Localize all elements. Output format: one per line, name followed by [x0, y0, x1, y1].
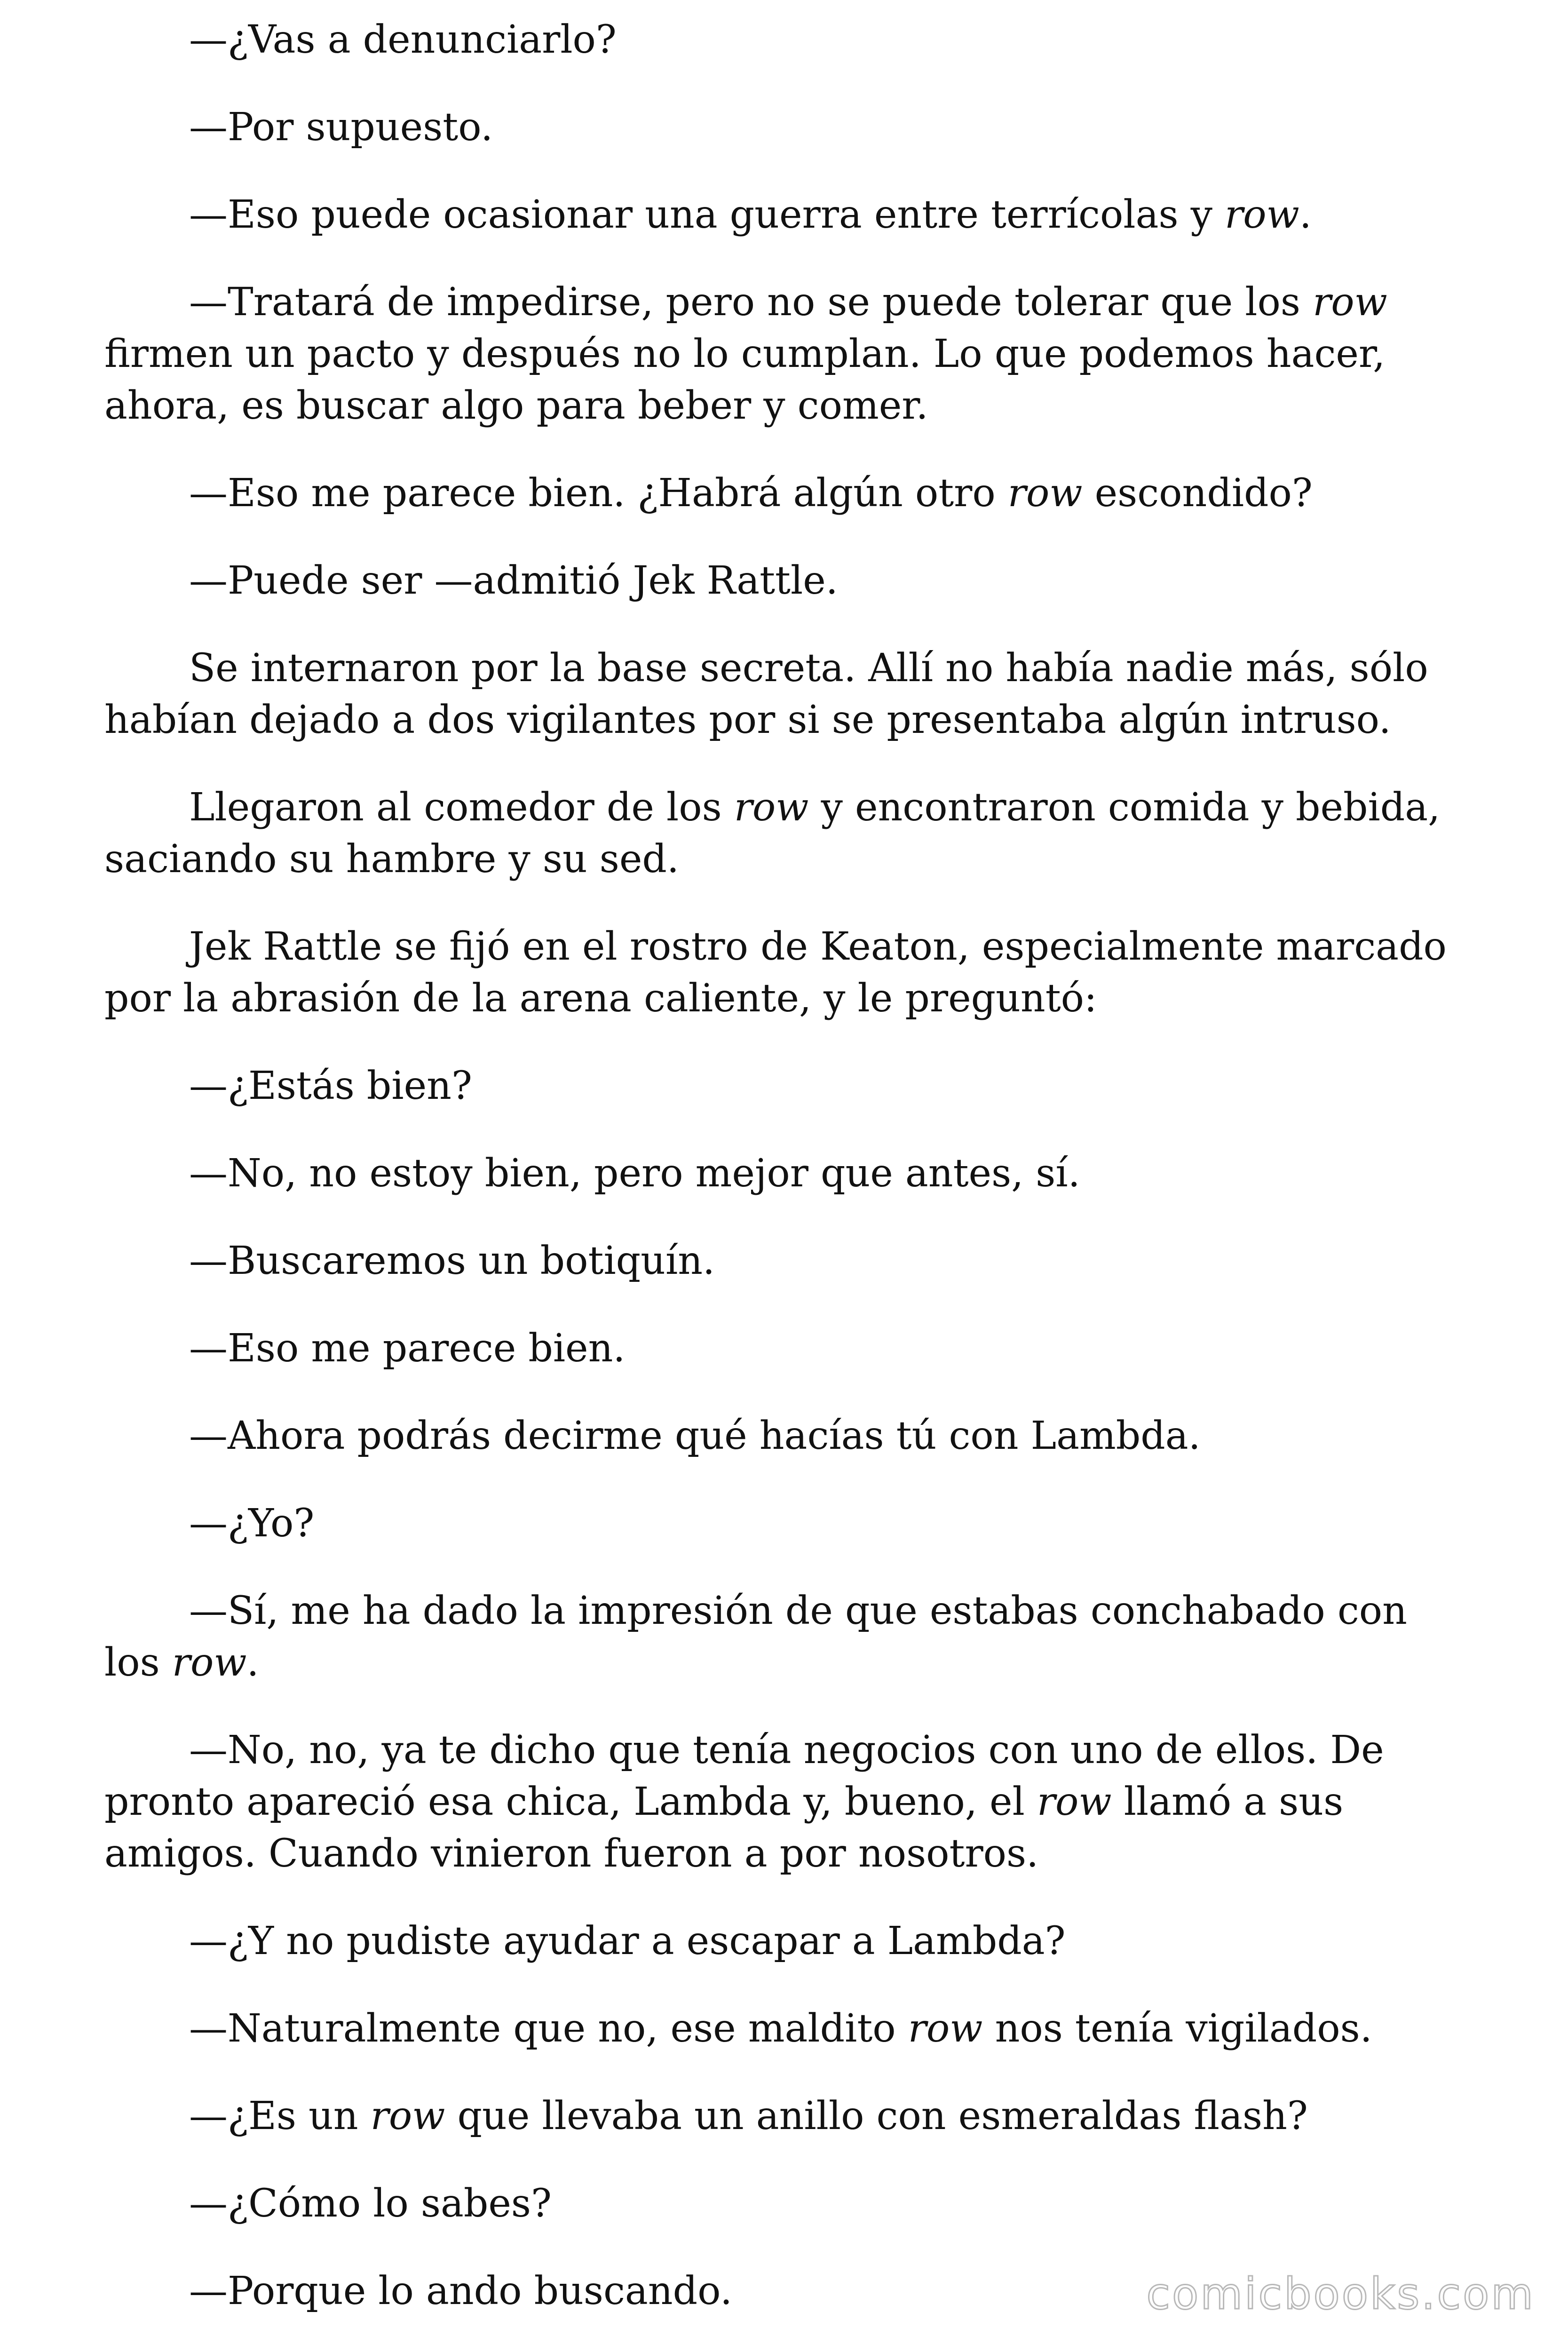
paragraph	[104, 1148, 1450, 1200]
paragraph	[104, 1410, 1450, 1462]
paragraph	[104, 14, 1450, 66]
text-run: —¿Vas a denunciarlo?	[189, 17, 617, 62]
italic-text: row	[172, 1640, 247, 1685]
paragraph	[104, 921, 1450, 1025]
paragraph	[104, 189, 1450, 241]
text-run: —Naturalmente que no, ese maldito	[189, 2006, 908, 2051]
text-run: .	[1299, 192, 1312, 237]
paragraph	[104, 468, 1450, 519]
paragraph	[104, 643, 1450, 746]
paragraph	[104, 1915, 1450, 1967]
text-run: —¿Estás bien?	[189, 1064, 472, 1108]
text-run: —¿Y no pudiste ayudar a escapar a Lambda?	[189, 1919, 1066, 1963]
text-run: Jek Rattle se fijó en el rostro de Keaton, especialmente marcado por la abrasión de la arena caliente, y le preguntó:	[104, 924, 1447, 1021]
text-run: nos tenía vigilados.	[982, 2006, 1372, 2051]
italic-text: row	[1313, 280, 1387, 325]
text-run: —No, no, ya te dicho que tenía negocios con uno de ellos. De pronto apareció esa chica, Lambda y, bueno, el	[104, 1728, 1384, 1824]
text-run: —Puede ser —admitió Jek Rattle.	[189, 558, 838, 603]
text-run: —Sí, me ha dado la impresión de que estabas conchabado con los	[104, 1589, 1407, 1685]
italic-text: row	[734, 785, 809, 830]
text-run: —¿Cómo lo sabes?	[189, 2181, 552, 2226]
text-run: —Eso puede ocasionar una guerra entre terrícolas y	[189, 192, 1225, 237]
text-run: llamó a sus amigos. Cuando vinieron fueron a por nosotros.	[104, 1780, 1344, 1876]
text-run: Se internaron por la base secreta. Allí no había nadie más, sólo habían dejado a dos vigilantes por si se presentaba algún intruso.	[104, 646, 1428, 742]
text-run: —Buscaremos un botiquín.	[189, 1239, 715, 1283]
paragraph	[104, 2003, 1450, 2055]
paragraph	[104, 1498, 1450, 1549]
text-run: que llevaba un anillo con esmeraldas flash?	[445, 2094, 1308, 2138]
paragraph	[104, 1585, 1450, 1689]
text-run: .	[246, 1640, 259, 1685]
italic-text: row	[1037, 1780, 1112, 1824]
text-run: escondido?	[1082, 471, 1313, 516]
text-body	[104, 14, 1450, 2317]
italic-text: row	[370, 2094, 445, 2138]
text-run: Llegaron al comedor de los	[189, 785, 734, 830]
text-run: —Por supuesto.	[189, 105, 493, 150]
text-run: —Ahora podrás decirme qué hacías tú con Lambda.	[189, 1414, 1201, 1458]
paragraph	[104, 555, 1450, 607]
paragraph	[104, 1323, 1450, 1375]
paragraph	[104, 277, 1450, 432]
italic-text: row	[1007, 471, 1083, 516]
text-run: firmen un pacto y después no lo cumplan. Lo que podemos hacer, ahora, es buscar algo para beber y comer.	[104, 332, 1386, 428]
paragraph	[104, 2178, 1450, 2230]
text-run: —Eso me parece bien.	[189, 1326, 626, 1371]
text-run: —No, no estoy bien, pero mejor que antes, sí.	[189, 1151, 1080, 1196]
text-run: —¿Yo?	[189, 1501, 315, 1546]
italic-text: row	[908, 2006, 983, 2051]
paragraph	[104, 1235, 1450, 1287]
site-watermark: comicbooks.com	[1146, 2269, 1535, 2319]
text-run: y encontraron comida y bebida, saciando su hambre y su sed.	[104, 785, 1441, 882]
text-run: —Porque lo ando buscando.	[189, 2269, 733, 2313]
text-run: —Tratará de impedirse, pero no se puede tolerar que los	[189, 280, 1313, 325]
paragraph	[104, 102, 1450, 153]
text-run: —¿Es un	[189, 2094, 371, 2138]
paragraph	[104, 782, 1450, 885]
paragraph	[104, 2090, 1450, 2142]
italic-text: row	[1225, 192, 1299, 237]
text-run: —Eso me parece bien. ¿Habrá algún otro	[189, 471, 1008, 516]
paragraph	[104, 1060, 1450, 1112]
paragraph	[104, 1724, 1450, 1880]
